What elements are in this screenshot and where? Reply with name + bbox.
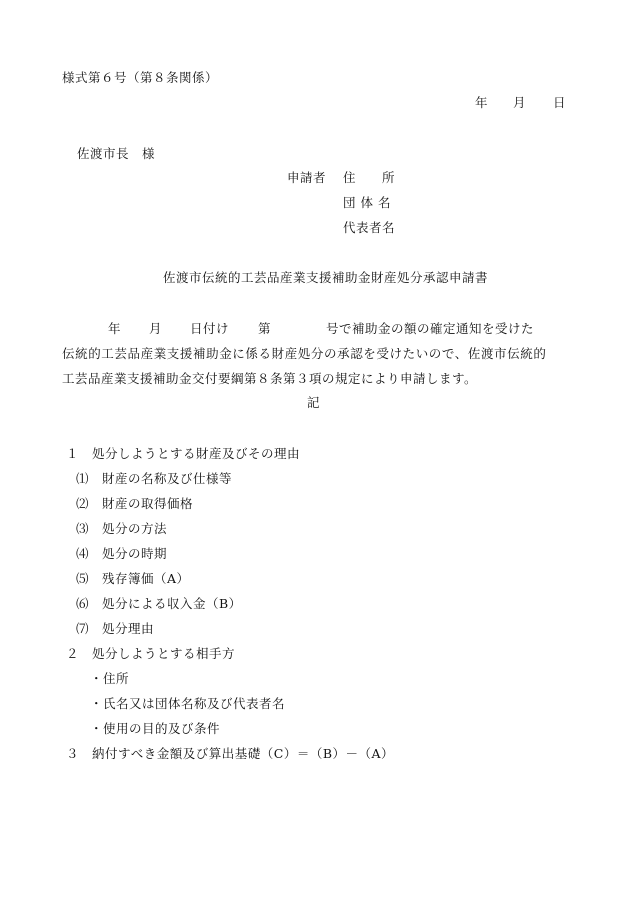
body-line3: 工芸品産業支援補助金交付要綱第８条第３項の規定により申請します。 xyxy=(62,371,478,386)
item-1-sub: ⑷ 処分の時期 xyxy=(76,546,168,561)
date-day: 日 xyxy=(553,95,567,110)
item-1-sub: ⑴ 財産の名称及び仕様等 xyxy=(76,471,233,486)
item-1-sub: ⑺ 処分理由 xyxy=(76,621,155,636)
item-1-sub: ⑵ 財産の取得価格 xyxy=(76,496,194,511)
ki-heading: 記 xyxy=(307,395,321,410)
item-2-sub: ・住所 xyxy=(90,671,130,686)
item-2: ２ 処分しようとする相手方 xyxy=(66,646,236,661)
item-1-sub: ⑸ 残存簿価（A） xyxy=(76,571,190,586)
applicant-label: 申請者 xyxy=(287,170,327,185)
document-title: 佐渡市伝統的工芸品産業支援補助金財産処分承認申請書 xyxy=(163,270,489,285)
body-year: 年 xyxy=(108,321,122,336)
body-dai: 第 xyxy=(258,321,272,336)
org-name-label: 団 体 名 xyxy=(343,195,391,210)
addressee: 佐渡市長 様 xyxy=(77,146,156,161)
form-number: 様式第６号（第８条関係） xyxy=(62,70,219,85)
body-line2: 伝統的工芸品産業支援補助金に係る財産処分の承認を受けたいので、佐渡市伝統的 xyxy=(62,346,547,361)
body-day: 日付け xyxy=(190,321,230,336)
address-label: 住 所 xyxy=(343,170,396,185)
item-2-sub: ・使用の目的及び条件 xyxy=(90,721,221,736)
item-1-sub: ⑹ 処分による収入金（B） xyxy=(76,596,242,611)
date-year: 年 xyxy=(475,95,489,110)
body-line1-rest: 号で補助金の額の確定通知を受けた xyxy=(326,321,535,336)
item-3: ３ 納付すべき金額及び算出基礎（C）＝（B）－（A） xyxy=(66,746,395,761)
representative-label: 代表者名 xyxy=(343,220,396,235)
item-1-sub: ⑶ 処分の方法 xyxy=(76,521,168,536)
item-2-sub: ・氏名又は団体名称及び代表者名 xyxy=(90,696,286,711)
item-1: １ 処分しようとする財産及びその理由 xyxy=(66,446,301,461)
body-month: 月 xyxy=(149,321,163,336)
date-month: 月 xyxy=(513,95,527,110)
